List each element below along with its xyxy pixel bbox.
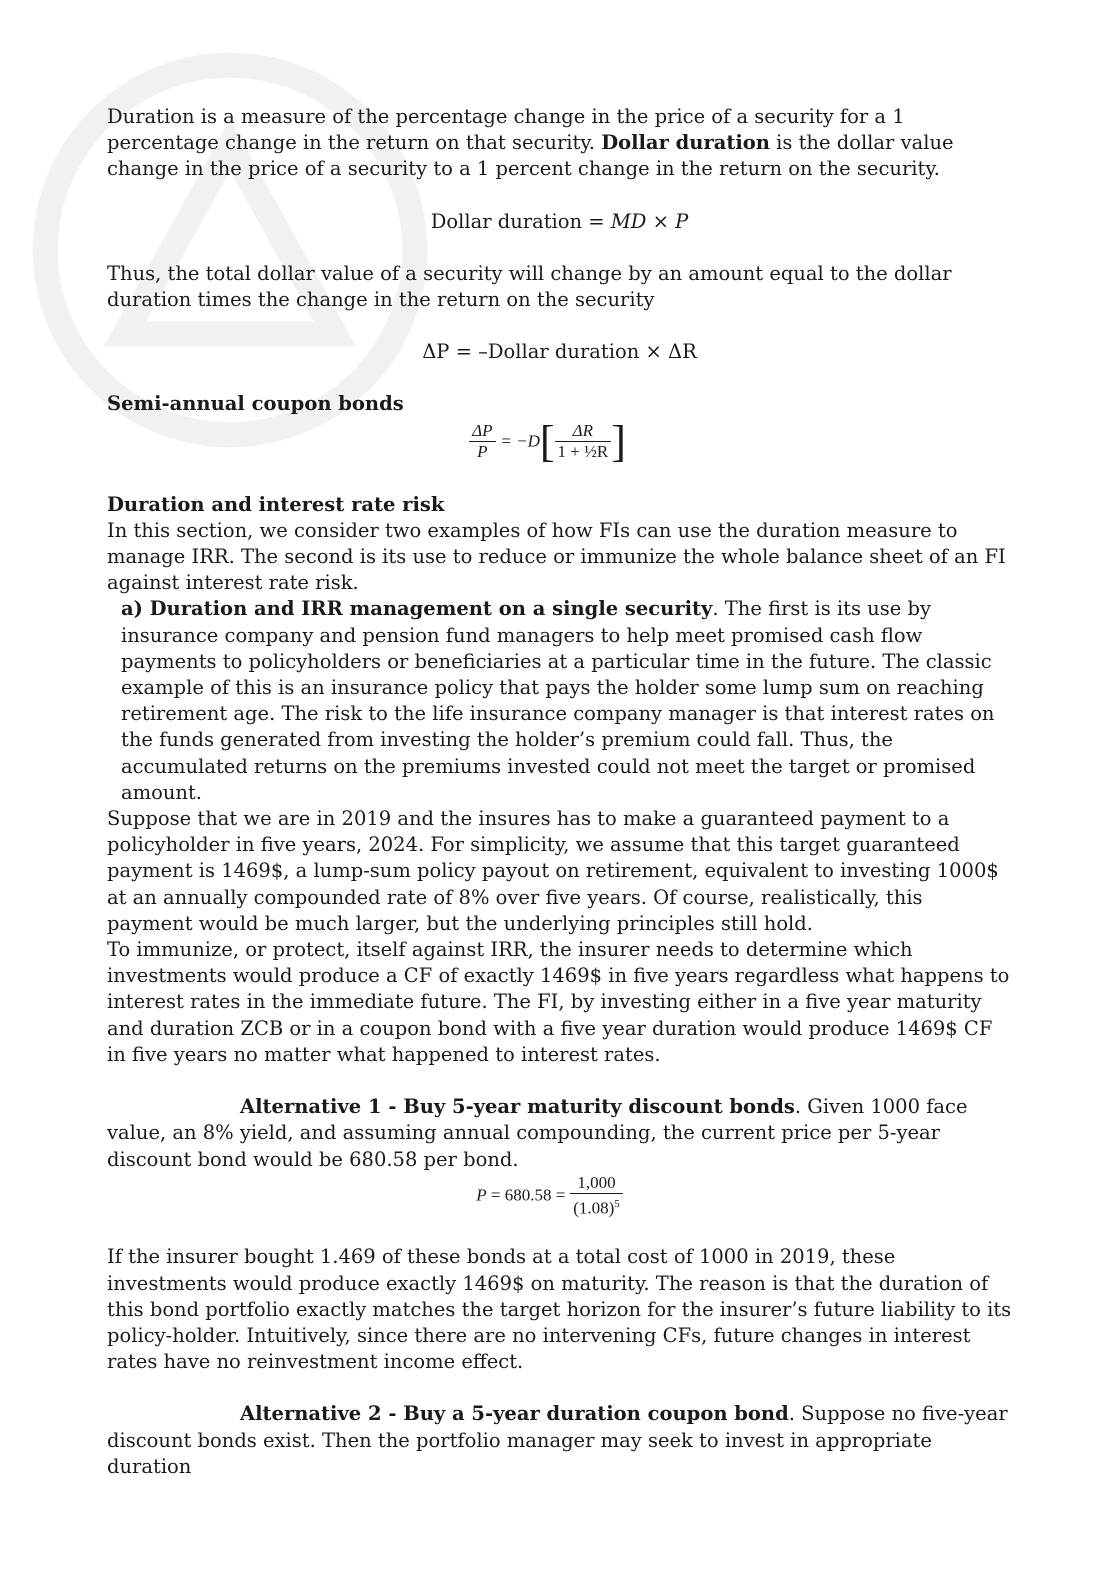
formula-semi-annual: $\frac{\Delta P}{P}$ = −D[ $\frac{\Delta R}{\text{1 + ½R}}$ ] bbox=[83, 420, 1012, 464]
paragraph-example-2019: Suppose that we are in 2019 and the insures has to make a guaranteed payment to a policyholder in five years, 2024. For simplicity, we assume that this target guaranteed payment is 1469$, a lump-sum policy payout on retirement, equivalent to investing 1000$ at an annually compounded rate of 8% over five years. Of course, realistically, this payment would be much larger, but the underlying principles still hold. bbox=[107, 807, 999, 935]
paragraph-alternative-2: Alternative 2 - Buy a 5-year duration coupon bond. Suppose no five-year discount bonds exist. Then the portfolio manager may seek to invest in appropriate duration bbox=[107, 1402, 1008, 1478]
paragraph-dollar-duration: Duration is a measure of the percentage change in the price of a security for a 1 percentage change in the return on that security. Dollar duration is the dollar value change in the price of a security to a 1 percent change in the return on the security. bbox=[107, 105, 954, 181]
document-page bbox=[107, 104, 1012, 1480]
formula-delta-p: ΔP = –Dollar duration × ΔR bbox=[422, 340, 697, 364]
heading-duration-irr: Duration and interest rate risk bbox=[107, 492, 445, 516]
paragraph-immunize: To immunize, or protect, itself against IRR, the insurer needs to determine which investments would produce a CF of exactly 1469$ in five years regardless what happens to interest rates in the immediate future. The FI, by investing either in a five year maturity and duration ZCB or in a coupon bond with a five year duration would produce 1469$ CF in five years no matter what happened to interest rates. bbox=[107, 938, 1010, 1066]
formula-dollar-duration: Dollar duration = MD × P bbox=[430, 209, 689, 233]
paragraph-single-security: a) Duration and IRR management on a single security. The first is its use by insurance company and pension fund managers to help meet promised cash flow payments to policyholders or beneficiaries at a particular time in the future. The classic example of this is an insurance policy that pays the holder some lump sum on reaching retirement age. The risk to the life insurance company manager is that interest rates on the funds generated from investing the holder’s premium could fall. Thus, the accumulated returns on the premiums invested could not meet the target or promised amount. bbox=[121, 597, 995, 804]
formula-bond-price: P = 680.58 = $\frac{1,000}{(1.08)^5}$ bbox=[87, 1173, 1012, 1219]
paragraph-section-intro: In this section, we consider two examples of how FIs can use the duration measure to manage IRR. The second is its use to reduce or immunize the whole balance sheet of an FI against interest rate risk. bbox=[107, 518, 1006, 595]
heading-semi-annual: Semi-annual coupon bonds bbox=[107, 392, 404, 416]
paragraph-total-dollar-value: Thus, the total dollar value of a security will change by an amount equal to the dollar duration times the change in the return on the security bbox=[107, 261, 952, 312]
term-dollar-duration: Dollar duration bbox=[601, 131, 770, 155]
paragraph-bond-purchase: If the insurer bought 1.469 of these bonds at a total cost of 1000 in 2019, these investments would produce exactly 1469$ on maturity. The reason is that the duration of this bond portfolio exactly matches the target horizon for the insurer’s future liability to its policy-holder. Intuitively, since there are no intervening CFs, future changes in interest rates have no reinvestment income effect. bbox=[107, 1245, 1012, 1374]
paragraph-alternative-1: Alternative 1 - Buy 5-year maturity discount bonds. Given 1000 face value, an 8% yield, and assuming annual compounding, the current price per 5-year discount bond would be 680.58 per bond. bbox=[107, 1095, 968, 1171]
